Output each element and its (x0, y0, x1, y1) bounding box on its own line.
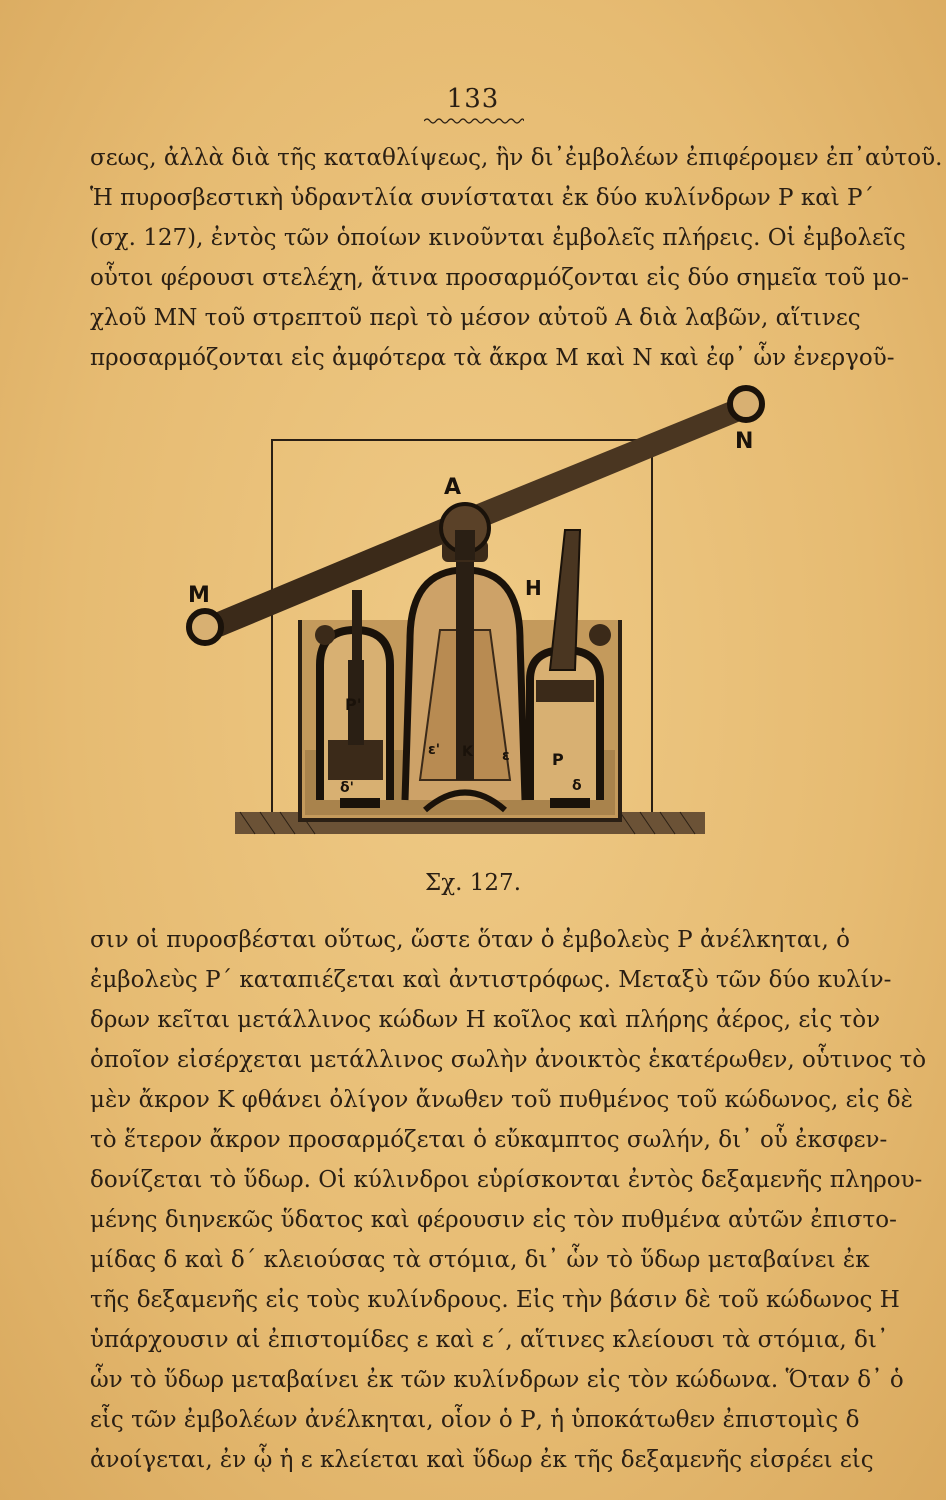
label-N: N (735, 429, 754, 454)
text-line: μένης διηνεκῶς ὕδατος καὶ φέρουσιν εἰς τὸν πυθμένα αὐτῶν ἐπιστο- (90, 1207, 897, 1233)
label-d: δ (572, 778, 582, 794)
text-line: μίδας δ καὶ δ΄ κλειούσας τὰ στόμια, δι᾽ ὧν τὸ ὕδωρ μεταβαίνει ἐκ (90, 1247, 870, 1273)
text-line: ὧν τὸ ὕδωρ μεταβαίνει ἐκ τῶν κυλίνδρων εἰς τὸν κώδωνα. Ὅταν δ᾽ ὁ (90, 1367, 904, 1393)
page-number: 133 (446, 84, 500, 114)
page-number-ornament (424, 116, 524, 126)
text-line: εἷς τῶν ἐμβολέων ἀνέλκηται, οἷον ὁ Ρ, ἡ ὑποκάτωθεν ἐπιστομὶς δ (90, 1407, 860, 1433)
text-line: σιν οἱ πυροσβέσται οὕτως, ὥστε ὅταν ὁ ἐμβολεὺς Ρ ἀνέλκηται, ὁ (90, 927, 850, 953)
text-line: ἐμβολεὺς Ρ΄ καταπιέζεται καὶ ἀντιστρόφως. Μεταξὺ τῶν δύο κυλίν- (90, 967, 892, 993)
text-line: οὗτοι φέρουσι στελέχη, ἅτινα προσαρμόζονται εἰς δύο σημεῖα τοῦ μο- (90, 265, 910, 291)
figure-caption: Σχ. 127. (424, 870, 522, 896)
label-e-prime: ε' (428, 742, 441, 758)
label-e: ε (502, 748, 510, 764)
fire-pump-illustration (180, 380, 770, 880)
text-line: ἀνοίγεται, ἐν ᾧ ἡ ε κλείεται καὶ ὕδωρ ἐκ τῆς δεξαμενῆς εἰσρέει εἰς (90, 1447, 874, 1473)
label-P-prime: P' (345, 695, 362, 714)
text-line: ὑπάρχουσιν αἱ ἐπιστομίδες ε καὶ ε΄, αἵτινες κλείουσι τὰ στόμια, δι᾽ (90, 1327, 889, 1353)
text-line: δρων κεῖται μετάλλινος κώδων Η κοῖλος καὶ πλήρης ἀέρος, εἰς τὸν (90, 1007, 881, 1033)
text-line: Ἡ πυροσβεστικὴ ὑδραντλία συνίσταται ἐκ δύο κυλίνδρων Ρ καὶ Ρ΄ (90, 185, 875, 211)
text-line: χλοῦ ΜΝ τοῦ στρεπτοῦ περὶ τὸ μέσον αὐτοῦ Α διὰ λαβῶν, αἵτινες (90, 305, 861, 331)
text-line: τὸ ἕτερον ἄκρον προσαρμόζεται ὁ εὔκαμπτος σωλήν, δι᾽ οὗ ἐκσφεν- (90, 1127, 888, 1153)
label-H: H (525, 576, 542, 600)
text-line: σεως, ἀλλὰ διὰ τῆς καταθλίψεως, ἣν δι᾽ἐμβολέων ἐπιφέρομεν ἐπ᾽αὐτοῦ. (90, 145, 943, 171)
label-A: A (444, 475, 462, 500)
paragraph-top (90, 138, 943, 378)
label-P: P (552, 750, 564, 769)
text-line: τῆς δεξαμενῆς εἰς τοὺς κυλίνδρους. Εἰς τὴν βάσιν δὲ τοῦ κώδωνος Η (90, 1287, 900, 1313)
label-d-prime: δ' (340, 780, 354, 796)
text-line: δονίζεται τὸ ὕδωρ. Οἱ κύλινδροι εὑρίσκονται ἐντὸς δεξαμενῆς πληρου- (90, 1167, 923, 1193)
text-line: προσαρμόζονται εἰς ἀμφότερα τὰ ἄκρα Μ καὶ Ν καὶ ἐφ᾽ ὧν ἐνεργοῦ- (90, 345, 895, 371)
text-line: ὁποῖον εἰσέρχεται μετάλλινος σωλὴν ἀνοικτὸς ἑκατέρωθεν, οὗτινος τὸ (90, 1047, 927, 1073)
label-M: M (188, 583, 210, 608)
paragraph-bottom (90, 920, 927, 1480)
label-K: K (462, 744, 473, 760)
text-line: μὲν ἄκρον Κ φθάνει ὀλίγον ἄνωθεν τοῦ πυθμένος τοῦ κώδωνος, εἰς δὲ (90, 1087, 913, 1113)
text-line: (σχ. 127), ἐντὸς τῶν ὁποίων κινοῦνται ἐμβολεῖς πλήρεις. Οἱ ἐμβολεῖς (90, 225, 906, 251)
